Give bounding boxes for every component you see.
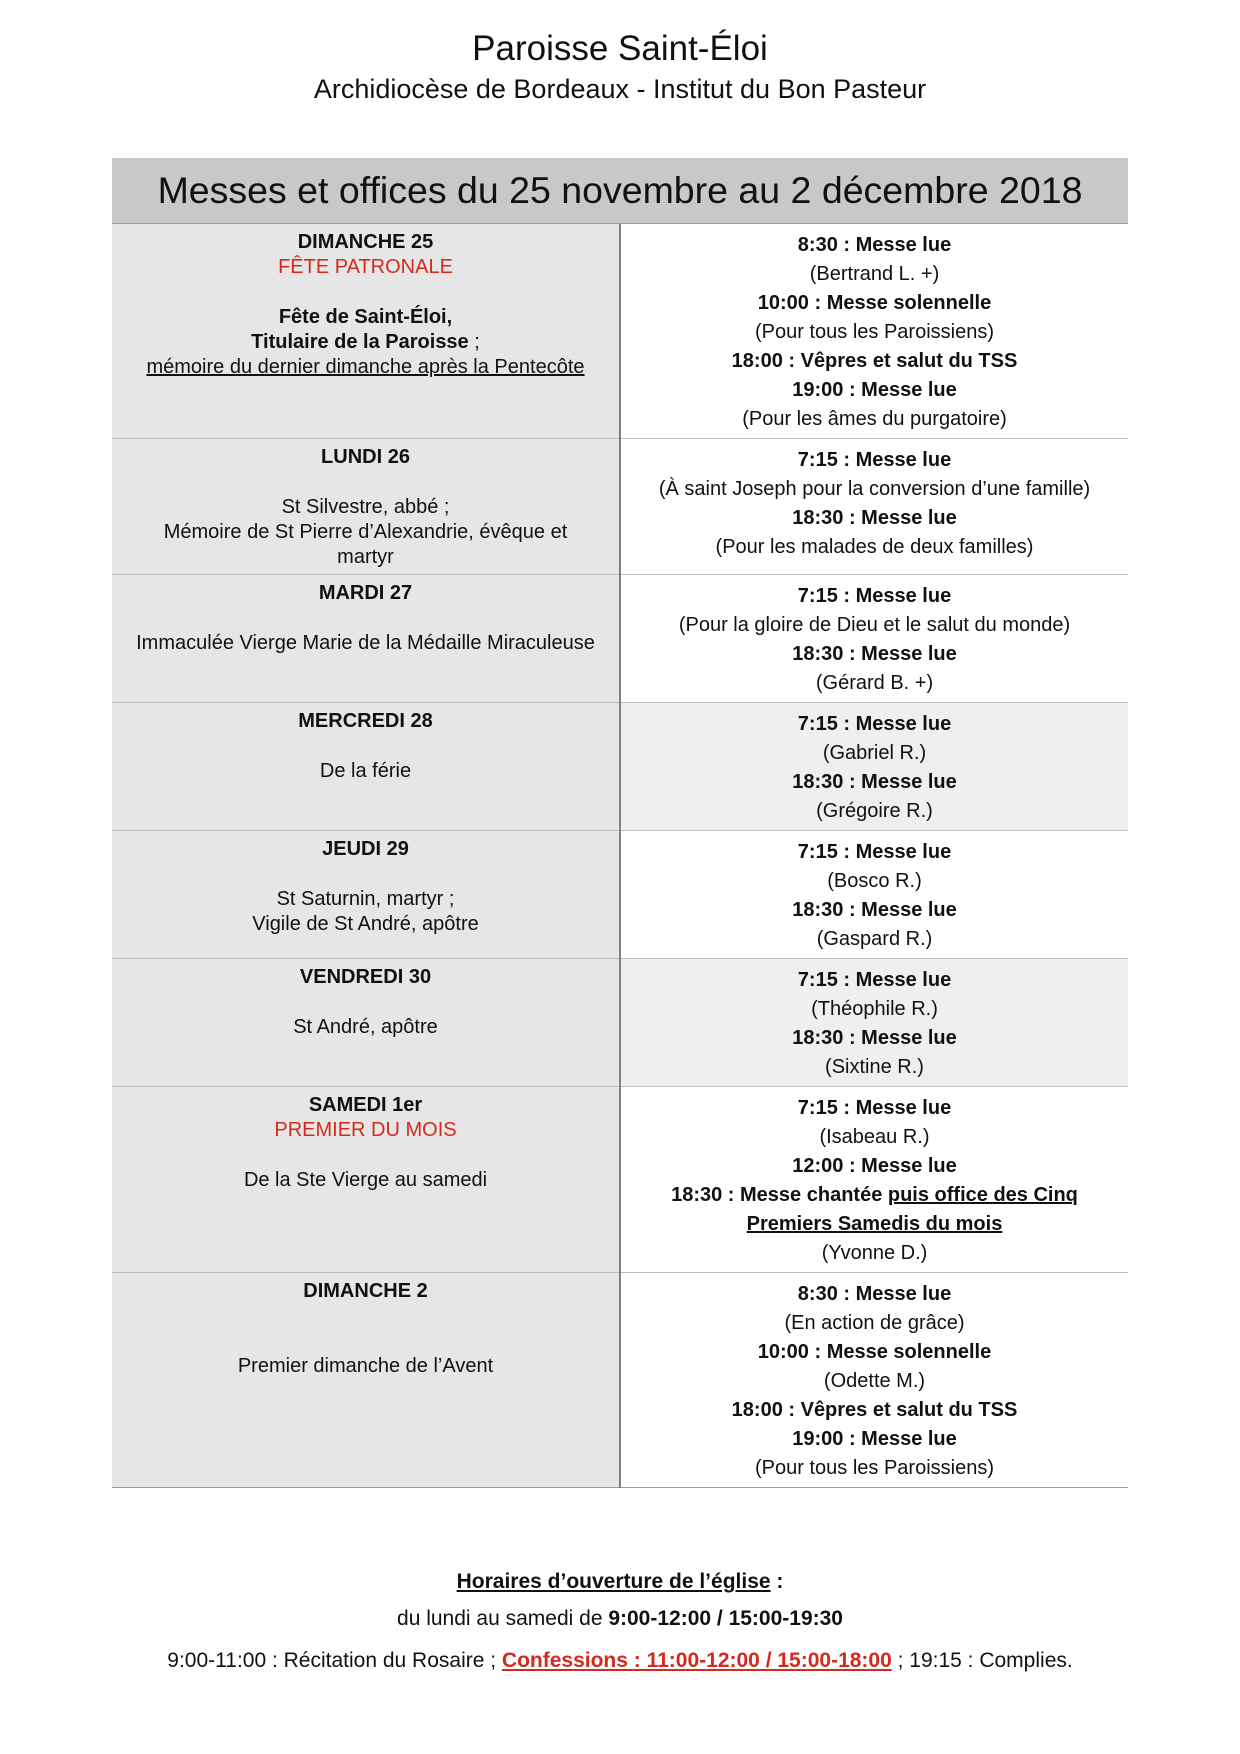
day-cell <box>112 1273 620 1488</box>
mass-time: 7:15 : Messe lue <box>797 449 952 471</box>
mass-intention: (Sixtine R.) <box>825 1056 924 1078</box>
day-description: Vigile de St André, apôtre <box>252 913 479 935</box>
day-cell <box>112 703 620 831</box>
mass-intention: (Gabriel R.) <box>822 742 927 764</box>
day-cell <box>112 831 620 959</box>
mass-intention: (Grégoire R.) <box>816 800 933 822</box>
mass-cell <box>620 959 1128 1087</box>
mass-time: 19:00 : Messe lue <box>792 1428 957 1450</box>
mass-time: 18:30 : Messe lue <box>792 1027 957 1049</box>
schedule-banner: Messes et offices du 25 novembre au 2 décembre 2018 <box>112 158 1128 224</box>
mass-time: 18:30 : Messe chantée <box>671 1184 888 1206</box>
table-row <box>112 575 1128 703</box>
mass-intention: (En action de grâce) <box>784 1312 965 1334</box>
day-description: De la férie <box>319 760 412 782</box>
day-label: MERCREDI 28 <box>298 710 433 732</box>
table-row <box>112 1273 1128 1488</box>
schedule-grid <box>112 224 1128 1488</box>
day-cell <box>112 1087 620 1273</box>
day-label: MARDI 27 <box>318 582 413 604</box>
day-description: Titulaire de la Paroisse <box>251 331 469 353</box>
mass-time: Premiers Samedis du mois <box>746 1213 1003 1235</box>
mass-intention: (Pour les âmes du purgatoire) <box>742 408 1007 430</box>
mass-intention: (Théophile R.) <box>811 998 938 1020</box>
day-label: LUNDI 26 <box>321 446 410 468</box>
mass-time: 7:15 : Messe lue <box>797 969 952 991</box>
mass-time: 10:00 : Messe solennelle <box>757 1341 992 1363</box>
mass-intention: (Bertrand L. +) <box>809 263 940 285</box>
mass-time: 10:00 : Messe solennelle <box>757 292 992 314</box>
day-label: DIMANCHE 25 <box>297 231 434 253</box>
opening-hours-title: Horaires d’ouverture de l’église <box>456 1570 771 1593</box>
day-description: Mémoire de St Pierre d’Alexandrie, évêque et <box>163 521 568 543</box>
mass-intention: (Pour tous les Paroissiens) <box>755 321 994 343</box>
mass-time: 18:30 : Messe lue <box>792 643 957 665</box>
mass-time: 18:00 : Vêpres et salut du TSS <box>731 1399 1018 1421</box>
mass-time: 7:15 : Messe lue <box>797 585 952 607</box>
opening-hours-colon: : <box>770 1570 784 1593</box>
mass-time: 19:00 : Messe lue <box>792 379 957 401</box>
parish-title: Paroisse Saint-Éloi <box>472 29 768 68</box>
mass-time: 12:00 : Messe lue <box>792 1155 957 1177</box>
mass-time: 18:30 : Messe lue <box>792 899 957 921</box>
mass-intention: (Isabeau R.) <box>819 1126 930 1148</box>
mass-time: 18:00 : Vêpres et salut du TSS <box>731 350 1018 372</box>
day-description: martyr <box>337 546 394 568</box>
table-row <box>112 224 1128 439</box>
table-row <box>112 703 1128 831</box>
day-description: St Saturnin, martyr ; <box>276 888 455 910</box>
day-cell <box>112 959 620 1087</box>
mass-time: 8:30 : Messe lue <box>797 234 952 256</box>
day-description: mémoire du dernier dimanche après la Pentecôte <box>146 356 585 378</box>
mass-cell <box>620 703 1128 831</box>
mass-time: puis office des Cinq <box>887 1184 1078 1206</box>
complines-text: ; 19:15 : Complies. <box>891 1649 1073 1672</box>
mass-intention: (Yvonne D.) <box>821 1242 928 1264</box>
mass-cell <box>620 1087 1128 1273</box>
day-description: Fête de Saint-Éloi, <box>278 306 453 328</box>
mass-intention: (Pour la gloire de Dieu et le salut du monde) <box>678 614 1071 636</box>
day-description: St André, apôtre <box>293 1016 438 1038</box>
day-label: JEUDI 29 <box>322 838 409 860</box>
confessions-text: Confessions : 11:00-12:00 / 15:00-18:00 <box>501 1649 892 1672</box>
feast-label: PREMIER DU MOIS <box>274 1119 457 1141</box>
mass-intention: (Gaspard R.) <box>816 928 933 950</box>
mass-cell <box>620 224 1128 439</box>
mass-time: 18:30 : Messe lue <box>792 507 957 529</box>
day-description: St Silvestre, abbé ; <box>281 496 450 518</box>
mass-cell <box>620 575 1128 703</box>
table-row <box>112 439 1128 575</box>
mass-time: 7:15 : Messe lue <box>797 1097 952 1119</box>
day-label: SAMEDI 1er <box>308 1094 423 1116</box>
opening-hours-footer <box>0 1570 1240 1673</box>
mass-cell <box>620 1273 1128 1488</box>
day-label: DIMANCHE 2 <box>303 1280 428 1302</box>
day-label: VENDREDI 30 <box>299 966 432 988</box>
mass-intention: (Pour les malades de deux familles) <box>715 536 1034 558</box>
day-description: De la Ste Vierge au samedi <box>243 1169 488 1191</box>
parish-subtitle: Archidiocèse de Bordeaux - Institut du Bon Pasteur <box>313 74 927 104</box>
table-row <box>112 831 1128 959</box>
mass-cell <box>620 439 1128 575</box>
mass-intention: (Odette M.) <box>823 1370 926 1392</box>
mass-intention: (Pour tous les Paroissiens) <box>755 1457 994 1479</box>
day-description: ; <box>468 331 480 353</box>
mass-intention: (Gérard B. +) <box>815 672 934 694</box>
day-cell <box>112 439 620 575</box>
day-cell <box>112 224 620 439</box>
schedule-table <box>112 158 1128 1488</box>
day-cell <box>112 575 620 703</box>
opening-hours-value: 9:00-12:00 / 15:00-19:30 <box>608 1607 843 1630</box>
feast-label: FÊTE PATRONALE <box>278 256 453 278</box>
day-description: Immaculée Vierge Marie de la Médaille Miraculeuse <box>136 632 595 654</box>
mass-cell <box>620 831 1128 959</box>
table-row <box>112 1087 1128 1273</box>
table-row <box>112 959 1128 1087</box>
mass-time: 8:30 : Messe lue <box>797 1283 952 1305</box>
page-header <box>0 28 1240 106</box>
mass-time: 7:15 : Messe lue <box>797 713 952 735</box>
mass-intention: (Bosco R.) <box>827 870 922 892</box>
opening-hours-prefix: du lundi au samedi de <box>397 1607 609 1630</box>
day-description: Premier dimanche de l’Avent <box>237 1355 494 1377</box>
mass-time: 18:30 : Messe lue <box>792 771 957 793</box>
mass-time: 7:15 : Messe lue <box>797 841 952 863</box>
rosary-text: 9:00-11:00 : Récitation du Rosaire ; <box>167 1649 502 1672</box>
mass-intention: (À saint Joseph pour la conversion d’une famille) <box>658 478 1091 500</box>
